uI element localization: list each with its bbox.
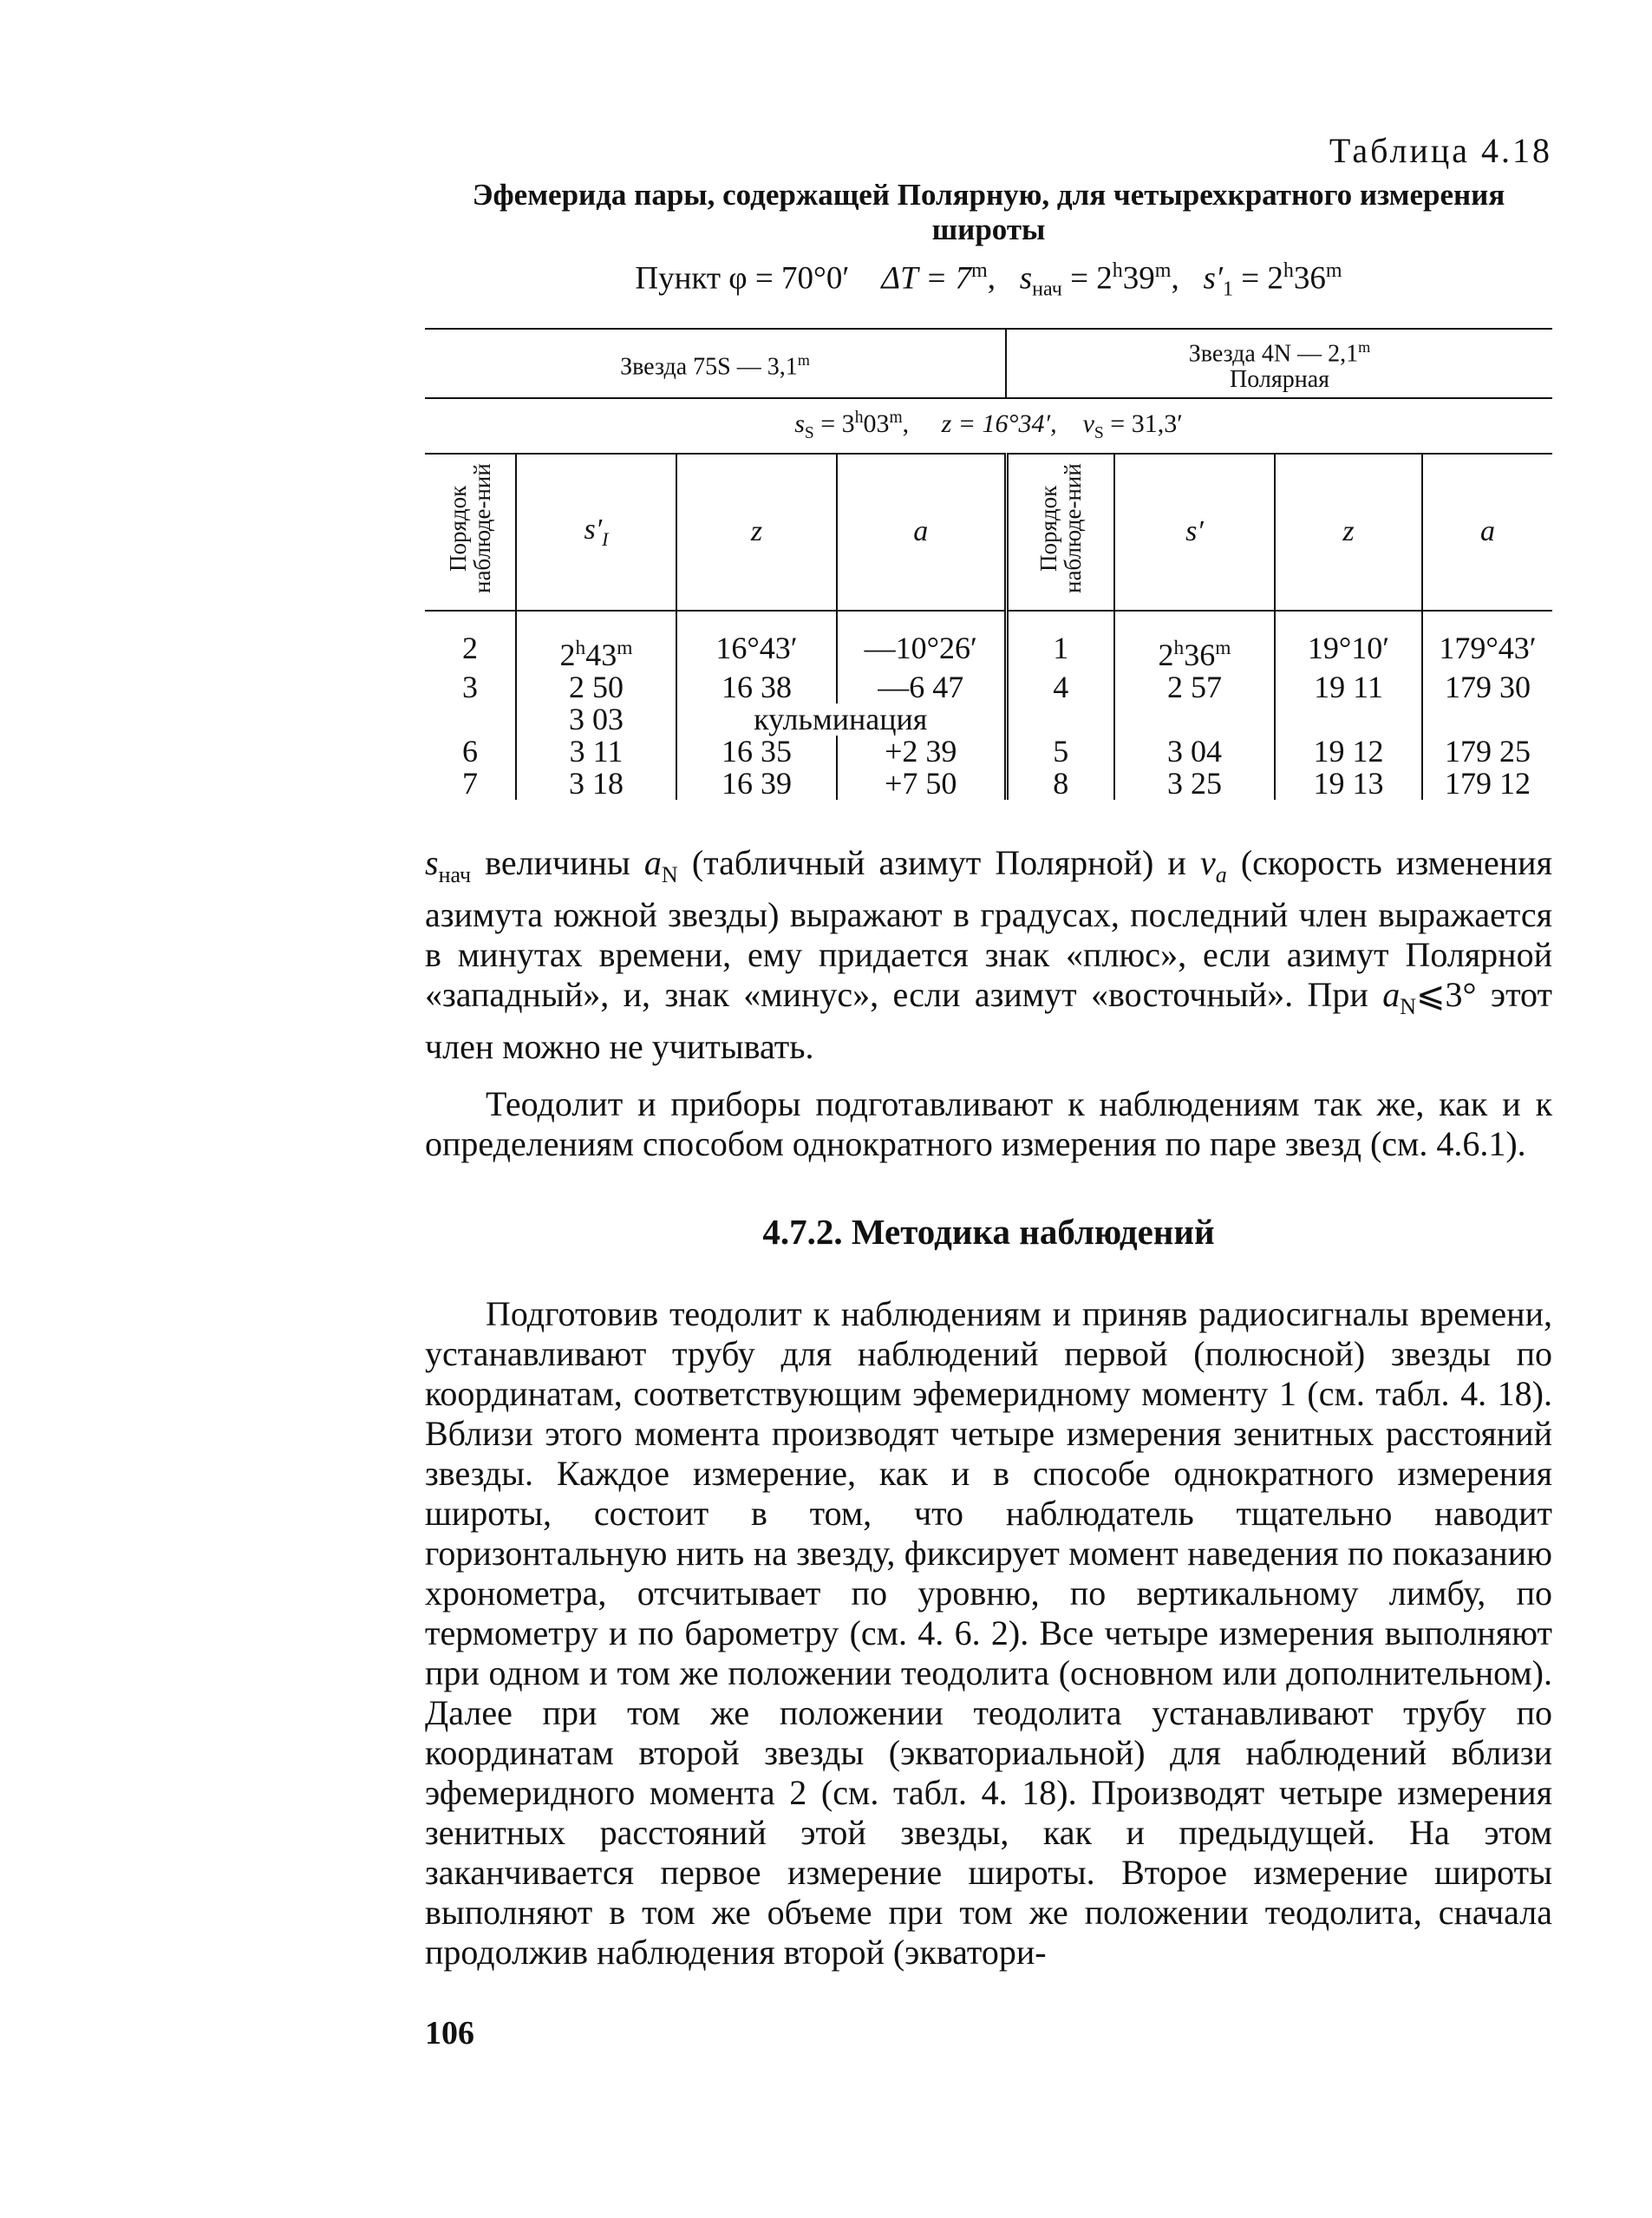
cell-a2: 179 12 [1445,765,1531,801]
cell-s: 2 50 [516,671,676,703]
cell-z2: 19 11 [1275,671,1422,703]
table-row [425,768,1552,800]
header-z-right: z [1275,454,1422,611]
table-parameters: Пункт φ = 70°0′ $\Delta T = 7^m$, $s_{нач} = 2^h39^m$, $s'_1 = 2^h36^m$ [635,259,1342,301]
header-a-left: a [837,454,1006,611]
table-row [425,736,1552,768]
p1-s-sub: нач [438,861,472,887]
p1-text-2: (табличный азимут Полярной) и [677,842,1200,882]
cell-z: 16 35 [676,736,837,768]
p1-aN2: a [1382,974,1401,1014]
header-z-left: z [676,454,837,611]
culmination-label: кульминация [676,703,1006,736]
cell-s: 3 03 [516,703,676,736]
p1-aN2-sub: N [1400,993,1416,1019]
const-ss-label: s [794,409,805,438]
cell-a: —6 47 [837,671,1006,703]
param-s-start-h: h [1112,259,1123,282]
paragraph-2: Теодолит и приборы подготавливают к наблюдениям так же, как и к определениям способом однократного измерения по паре звезд (см. 4.6.1). [425,1083,1552,1163]
table-title [425,178,1552,247]
p1-va-sub: a [1215,861,1227,887]
table-title-line2: широты [931,213,1046,246]
cell-s2: 3 04 [1114,736,1275,768]
cell-a: +2 39 [837,736,1006,768]
cell-a: +7 50 [837,768,1006,800]
header-order-left [425,454,516,611]
star-north-sup: m [1358,337,1371,356]
header-s-left-text: s′ [584,513,603,546]
cell-a2: 179°43′ [1439,630,1537,665]
param-s1-sub: 1 [1222,278,1233,301]
header-s-right: s′ [1114,454,1275,611]
cell-z: 16 38 [676,671,837,703]
header-order-left-text: Порядок наблюде-ний [445,462,495,593]
cell-s [516,632,676,671]
cell-n: 3 [425,671,516,703]
ephemeris-table [425,328,1552,800]
column-header-row [425,454,1552,611]
p1-s-label: s [425,842,439,882]
star-north-line2: Полярная [1230,365,1329,393]
cell-n: 2 [425,632,516,671]
cell-n2: 4 [1006,671,1114,703]
param-s-start-sub: нач [1032,278,1062,301]
cell-a2: 179 25 [1445,733,1531,769]
table-row [425,632,1552,671]
cell-s2-min: 36 [1184,637,1216,672]
cell-n: 7 [425,768,516,800]
cell-s-m: m [617,636,633,659]
cell-s-h: h [575,636,586,659]
paragraph-1 [425,843,1552,1067]
param-delta-t: ΔT = 7 [881,260,972,297]
table-row [425,671,1552,703]
param-s1-h: h [1283,259,1294,282]
star-south-sup: m [797,350,810,369]
const-ss-sub: S [804,423,814,442]
cell-s2-m: m [1215,636,1231,659]
cell-s: 3 11 [516,736,676,768]
cell-s-h-value: 2 [559,637,576,672]
header-order-right-text: Порядок наблюде-ний [1035,462,1087,593]
const-vs-value: = 31,3′ [1110,409,1183,438]
const-ss-h: h [854,408,864,427]
cell-n2: 1 [1006,632,1114,671]
star-south-text: Звезда 75S — 3,1 [620,352,798,380]
cell-n2: 5 [1006,736,1114,768]
cell-z: 16 39 [676,768,837,800]
param-s-start-label: s [1019,260,1033,297]
cell-z2: 19 12 [1275,736,1422,768]
section-heading: 4.7.2. Методика наблюдений [762,1211,1215,1252]
cell-s2: 2 57 [1114,671,1275,703]
cell-a2: 179 30 [1445,669,1531,704]
table-label: Таблица 4.18 [1329,131,1552,170]
param-point: Пункт φ = 70°0′ [635,260,850,297]
const-z: z = 16°34′, [941,409,1057,438]
star-north-line1: Звезда 4N — 2,1 [1188,339,1359,367]
param-s1-min: 36 [1293,260,1326,297]
param-delta-t-sup: m [971,259,988,282]
const-ss-m: m [889,408,903,427]
cell-n2: 8 [1006,768,1114,800]
param-s1-label: s′ [1203,260,1223,297]
cell-s2-h: h [1173,636,1185,659]
book-page [425,130,1552,2052]
param-s-start-m: m [1154,259,1172,282]
const-vs-label: v [1082,409,1094,438]
param-s1-m: m [1325,259,1342,282]
cell-s2-h-value: 2 [1158,637,1174,672]
constants-row: $s_S = 3^h03^m$, z = 16°34′, $v_S = 31,3'$ [794,408,1183,442]
paragraph-3: Подготовив теодолит к наблюдениям и приняв радиосигналы времени, устанавливают трубу для наблюдений первой (полюсной) звезды по координатам, соответствующим эфемеридному моменту 1 (см. табл. 4. 18). Вблизи этого момента производят четыре измерения зенитных расстояний звезды. Каждое измерение, как и в способе однократного измерения широты, состоит в том, что наблюдатель тщательно наводит горизонтальную нить на звезду, фиксирует момент наведения по показанию хронометра, отсчитывает по уровню, по вертикальному лимбу, по термометру и по барометру (см. 4. 6. 2). Все четыре измерения выполняют при одном и том же положении теодолита (основном или дополнительном). Далее при том же положении теодолита устанавливают трубу по координатам второй звезды (экваториальной) для наблюдений вблизи эфемеридного момента 2 (см. табл. 4. 18). Производят четыре измерения зенитных расстояний этой звезды, как и предыдущей. На этом заканчивается первое измерение широты. Второе измерение широты выполняют в том же объеме при том же положении теодолита, сначала продолжив наблюдения второй (экватори- [425,1293,1552,1972]
cell-s2 [1114,632,1275,671]
header-order-right [1006,454,1114,611]
const-ss-value: = 3 [820,409,855,438]
p1-text-3: (скорость изменения азимута южной звезды) выражают в градусах, последний член выражается в минутах времени, ему придается знак «плюс», если азимут Полярной «западный», и, знак «минус», если азимут «восточный». При [425,842,1552,1014]
cell-s: 3 18 [516,768,676,800]
const-ss-min: 03 [863,409,890,438]
p1-va: v [1199,842,1216,882]
p1-text-1: величины [471,842,644,882]
star-south-header [425,329,1006,398]
header-s-left-sub: I [602,527,609,550]
const-vs-sub: S [1094,423,1104,442]
cell-n [425,703,516,736]
header-s-left [516,454,676,611]
cell-z: 16°43′ [676,632,837,671]
cell-s-min: 43 [585,637,617,672]
cell-n: 6 [425,736,516,768]
p1-aN-sub: N [661,861,678,887]
param-s-start-min: 39 [1122,260,1155,297]
star-north-header [1006,329,1552,398]
table-title-line1: Эфемерида пары, содержащей Полярную, для четырехкратного измерения [472,178,1505,212]
header-a-right: a [1480,515,1495,548]
param-s1-value: = 2 [1241,260,1283,297]
cell-z2: 19°10′ [1275,632,1422,671]
page-number: 106 [425,2014,474,2051]
p1-text-4: ⩽3° этот член можно не учитывать. [425,974,1552,1066]
table-row [425,703,1552,736]
param-s-start-value: = 2 [1070,260,1113,297]
cell-a: —10°26′ [837,632,1006,671]
cell-s2: 3 25 [1114,768,1275,800]
p1-aN: a [643,842,662,882]
cell-z2: 19 13 [1275,768,1422,800]
